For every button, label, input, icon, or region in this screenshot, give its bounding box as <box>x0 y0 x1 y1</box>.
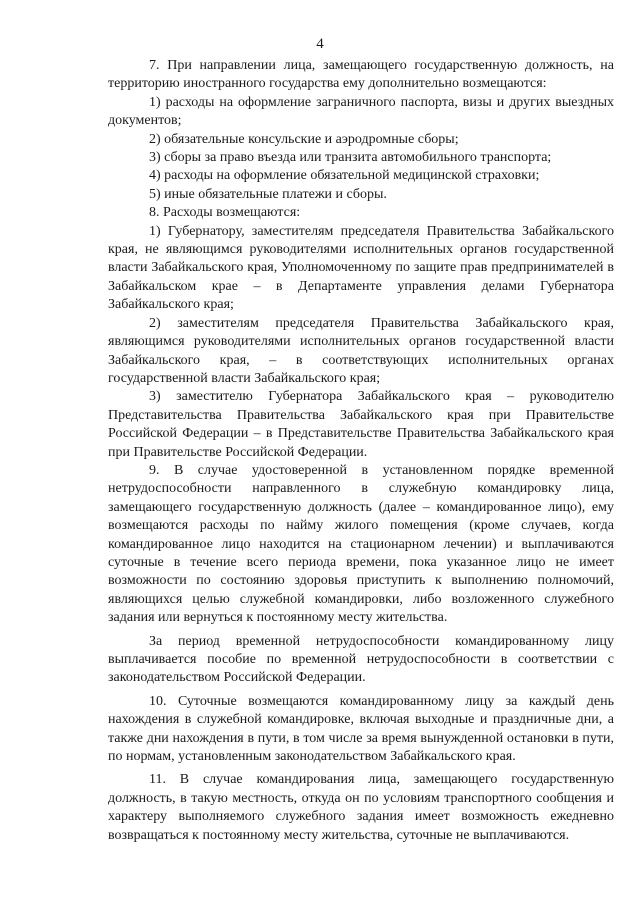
paragraph-9: 9. В случае удостоверенной в установленном порядке временной нетрудоспособности направленного в служебную командировку лица, замещающего государственную должность (далее – командированное лицо), ему возмещаются расходы по найму жилого помещения (кроме случаев, когда командированное лицо находится на стационарном лечении) и выплачиваются суточные в течение всего периода времени, пока указанное лицо не имеет возможности по состоянию здоровья приступить к выполнению полномочий, являющихся целью служебной командировки, либо возложенного служебного задания или вернуться к постоянному месту жительства. <box>108 462 614 626</box>
paragraph-10: 10. Суточные возмещаются командированному лицу за каждый день нахождения в служебной командировке, включая выходные и праздничные дни, а также дни нахождения в пути, в том числе за время вынужденной остановки в пути, по нормам, установленным законодательством Забайкальского края. <box>108 693 614 765</box>
paragraph-11: 11. В случае командирования лица, замещающего государственную должность, в такую местность, откуда он по условиям транспортного сообщения и характеру выполняемого служебного задания имеет возможность ежедневно возвращаться к постоянному месту жительства, суточные не выплачиваются. <box>108 772 614 843</box>
paragraph-7: 7. При направлении лица, замещающего государственную должность, на территорию иностранного государства ему дополнительно возмещаются: <box>108 58 614 92</box>
paragraph-7-item-3: 3) сборы за право въезда или транзита автомобильного транспорта; <box>149 150 552 166</box>
paragraph-7-item-2: 2) обязательные консульские и аэродромные сборы; <box>149 131 459 147</box>
paragraph-8-item-1: 1) Губернатору, заместителям председателя Правительства Забайкальского края, не являющимся руководителями исполнительных органов государственной власти Забайкальского края, Уполномоченному по защите прав предпринимателей в Забайкальском крае – в Департаменте управления делами Губернатора Забайкальского края; <box>108 223 614 313</box>
document-body <box>108 57 614 845</box>
paragraph-9-continuation: За период временной нетрудоспособности командированному лицу выплачивается пособие по временной нетрудоспособности в соответствии с законодательством Российской Федерации. <box>108 633 614 686</box>
paragraph-8-item-2: 2) заместителям председателя Правительства Забайкальского края, являющимся руководителями исполнительных органов государственной власти Забайкальского края, – в соответствующих исполнительных органах государственной власти Забайкальского края; <box>108 315 614 386</box>
paragraph-8-item-3: 3) заместителю Губернатора Забайкальского края – руководителю Представительства Правительства Забайкальского края при Правительстве Российской Федерации – в Представительстве Правительства Забайкальского края при Правительстве Российской Федерации. <box>108 389 614 460</box>
page-number: 4 <box>316 36 324 52</box>
paragraph-8: 8. Расходы возмещаются: <box>149 205 301 221</box>
paragraph-7-item-1: 1) расходы на оформление заграничного паспорта, визы и других выездных документов; <box>108 94 614 129</box>
paragraph-7-item-5: 5) иные обязательные платежи и сборы. <box>149 186 387 202</box>
paragraph-7-item-4: 4) расходы на оформление обязательной медицинской страховки; <box>149 168 540 184</box>
